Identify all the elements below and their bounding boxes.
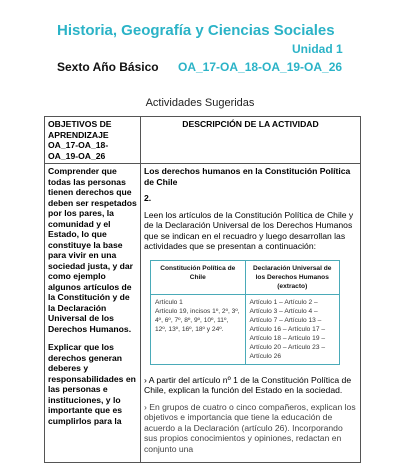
objectives-column-header: OBJETIVOS DE APRENDIZAJE OA_17-OA_18-OA_19-OA_26 [45, 117, 141, 164]
activity-column-header: DESCRIPCIÓN DE LA ACTIVIDAD [141, 117, 361, 164]
articles-table [150, 260, 340, 365]
activities-table [44, 116, 361, 463]
subject-title: Historia, Geografía y Ciencias Sociales [57, 22, 335, 39]
activity-number: 2. [144, 193, 152, 203]
activity-cell [141, 164, 361, 463]
declaration-articles: Artículo 1 – Artículo 2 – Artículo 3 – Artículo 4 – Artículo 7 – Artículo 13 – Artículo 16 – Artículo 17 – Artículo 18 – Artículo 19 – Artículo 20 – Artículo 23 – Artículo 26 [245, 294, 340, 364]
objectives-code: OA_17-OA_18-OA_19-OA_26 [178, 60, 343, 74]
section-title: Actividades Sugeridas [145, 97, 255, 109]
articles-body-row [151, 294, 340, 364]
constitution-header: Constitución Política de Chile [151, 260, 246, 294]
objectives-cell [45, 164, 141, 463]
task-b: › En grupos de cuatro o cinco compañeros, explican los objetivos e importancia que tiene la educación de acuerdo a la Declaración (artículo 26). Incorporando sus propios conocimientos y opiniones, redactan en conjunto una [144, 401, 356, 454]
objective-text: Explicar que los derechos generan deberes y responsabilidades en las personas e instituciones, y lo importante que es cumplirlos para la [48, 342, 136, 426]
task-a: › A partir del artículo nº 1 de la Constitución Política de Chile, explican la función del Estado en la sociedad. [144, 374, 352, 395]
activity-intro: Leen los artículos de la Constitución Política de Chile y de la Declaración Universal de los Derechos Humanos que se indican en el recuadro y luego desarrollan las actividades que se presentan a continuación: [144, 209, 354, 251]
constitution-articles: Artículo 1 Artículo 19, incisos 1º, 2º, 3º, 4º, 6º, 7º, 8º, 9º, 10º, 11º, 12º, 13º, 16º, 18º y 24º. [151, 294, 246, 364]
grade-label: Sexto Año Básico [57, 60, 159, 74]
table-header-row [45, 117, 361, 164]
table-row [45, 164, 361, 463]
activity-title: Los derechos humanos en la Constitución Política de Chile [144, 166, 351, 187]
articles-header-row [151, 260, 340, 294]
unit-label: Unidad 1 [292, 42, 343, 56]
declaration-header: Declaración Universal de los Derechos Humanos (extracto) [245, 260, 340, 294]
objective-text: Comprender que todas las personas tienen derechos que deben ser respetados por los pares, la comunidad y el Estado, lo que constituye la base para vivir en una sociedad justa, y dar como ejemplo algunos artículos de la Constitución y de la Declaración Universal de los Derechos Humanos. [48, 166, 137, 334]
